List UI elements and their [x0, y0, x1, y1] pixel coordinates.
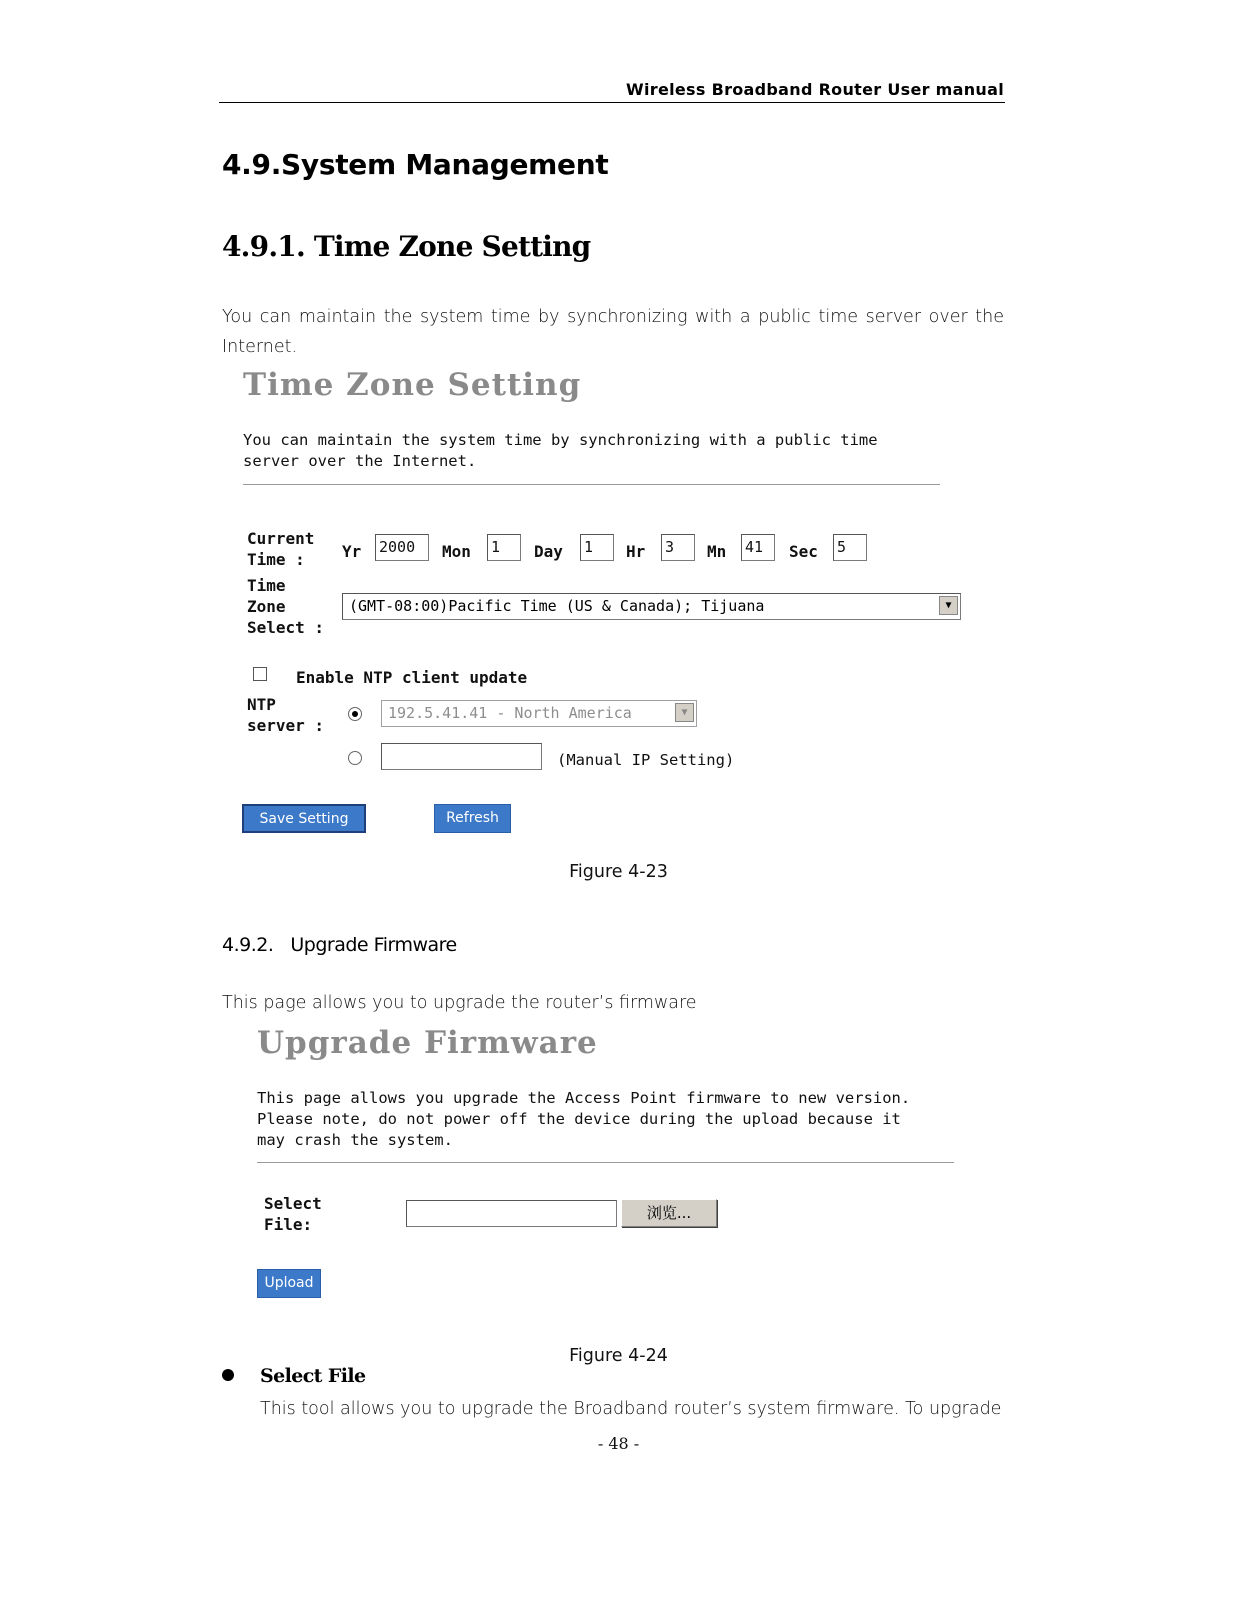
current-time-label-1: Current: [247, 529, 315, 548]
figure1-desc-line1: You can maintain the system time by synchronizing with a public time: [243, 431, 878, 449]
figure1-divider: [243, 484, 940, 485]
chevron-down-icon[interactable]: ▼: [939, 596, 958, 615]
ntp-server-select[interactable]: [381, 700, 697, 727]
ntp-server-label-1: NTP: [247, 695, 276, 714]
manual-ip-label: (Manual IP Setting): [557, 751, 735, 769]
ntp-server-label-2: server :: [247, 716, 325, 735]
subsection-title: Upgrade Firmware: [290, 934, 457, 956]
section-heading: 4.9.System Management: [222, 148, 609, 181]
hr-input[interactable]: 3: [661, 534, 695, 561]
enable-ntp-checkbox[interactable]: [253, 667, 267, 681]
mn-input[interactable]: 41: [741, 534, 775, 561]
figure2-title: Upgrade Firmware: [257, 1025, 598, 1061]
ntp-preset-radio[interactable]: [348, 707, 362, 721]
current-time-label-2: Time :: [247, 550, 305, 569]
running-header: Wireless Broadband Router User manual: [626, 80, 1004, 99]
select-file-label-2: File:: [264, 1215, 313, 1234]
figure1-caption: Figure 4-23: [569, 862, 668, 882]
browse-button[interactable]: 浏览...: [621, 1199, 717, 1227]
mn-label: Mn: [707, 542, 727, 561]
yr-input[interactable]: 2000: [375, 534, 429, 561]
upload-button[interactable]: Upload: [257, 1269, 321, 1298]
select-file-label-1: Select: [264, 1194, 322, 1213]
figure1-title: Time Zone Setting: [243, 367, 582, 403]
figure2-desc-line3: may crash the system.: [257, 1131, 453, 1149]
upgrade-firmware-intro: This page allows you to upgrade the router’s firmware: [222, 993, 697, 1013]
day-input[interactable]: 1: [580, 534, 614, 561]
page-number: - 48 -: [597, 1434, 640, 1453]
ntp-manual-radio[interactable]: [348, 751, 362, 765]
subsection-number: 4.9.2.: [222, 934, 274, 956]
figure1-desc-line2: server over the Internet.: [243, 452, 477, 470]
figure2-caption: Figure 4-24: [569, 1346, 668, 1366]
sec-input[interactable]: 5: [833, 534, 867, 561]
day-label: Day: [534, 542, 563, 561]
tz-label-3: Select :: [247, 618, 325, 637]
refresh-button[interactable]: Refresh: [434, 804, 511, 833]
tz-label-1: Time: [247, 576, 286, 595]
radio-selected-dot: [352, 711, 358, 717]
tz-label-2: Zone: [247, 597, 286, 616]
subsection-heading-upgrade-firmware: [222, 934, 457, 956]
save-setting-button[interactable]: Save Setting: [242, 804, 366, 833]
header-rule: [219, 102, 1005, 103]
subsection-heading-time-zone: 4.9.1. Time Zone Setting: [222, 230, 591, 263]
figure2-divider: [257, 1162, 954, 1163]
mon-label: Mon: [442, 542, 471, 561]
chevron-down-icon[interactable]: ▼: [675, 703, 694, 722]
mon-input[interactable]: 1: [487, 534, 521, 561]
yr-label: Yr: [342, 542, 362, 561]
figure2-desc-line2: Please note, do not power off the device during the upload because it: [257, 1110, 901, 1128]
select-file-heading: Select File: [260, 1365, 366, 1387]
sec-label: Sec: [789, 542, 818, 561]
manual-ip-input[interactable]: [381, 743, 542, 770]
time-zone-select-value: (GMT-08:00)Pacific Time (US & Canada); Tijuana: [349, 597, 765, 615]
select-file-body: This tool allows you to upgrade the Broadband router’s system firmware. To upgrade: [260, 1399, 1002, 1419]
time-zone-intro: You can maintain the system time by synchronizing with a public time server over the Internet.: [222, 307, 1004, 357]
file-path-input[interactable]: [406, 1200, 617, 1227]
time-zone-select[interactable]: [342, 593, 961, 620]
bullet-icon: [222, 1369, 234, 1381]
enable-ntp-label: Enable NTP client update: [296, 668, 528, 687]
ntp-server-select-value: 192.5.41.41 - North America: [388, 704, 632, 722]
hr-label: Hr: [626, 542, 646, 561]
figure2-desc-line1: This page allows you upgrade the Access Point firmware to new version.: [257, 1089, 911, 1107]
